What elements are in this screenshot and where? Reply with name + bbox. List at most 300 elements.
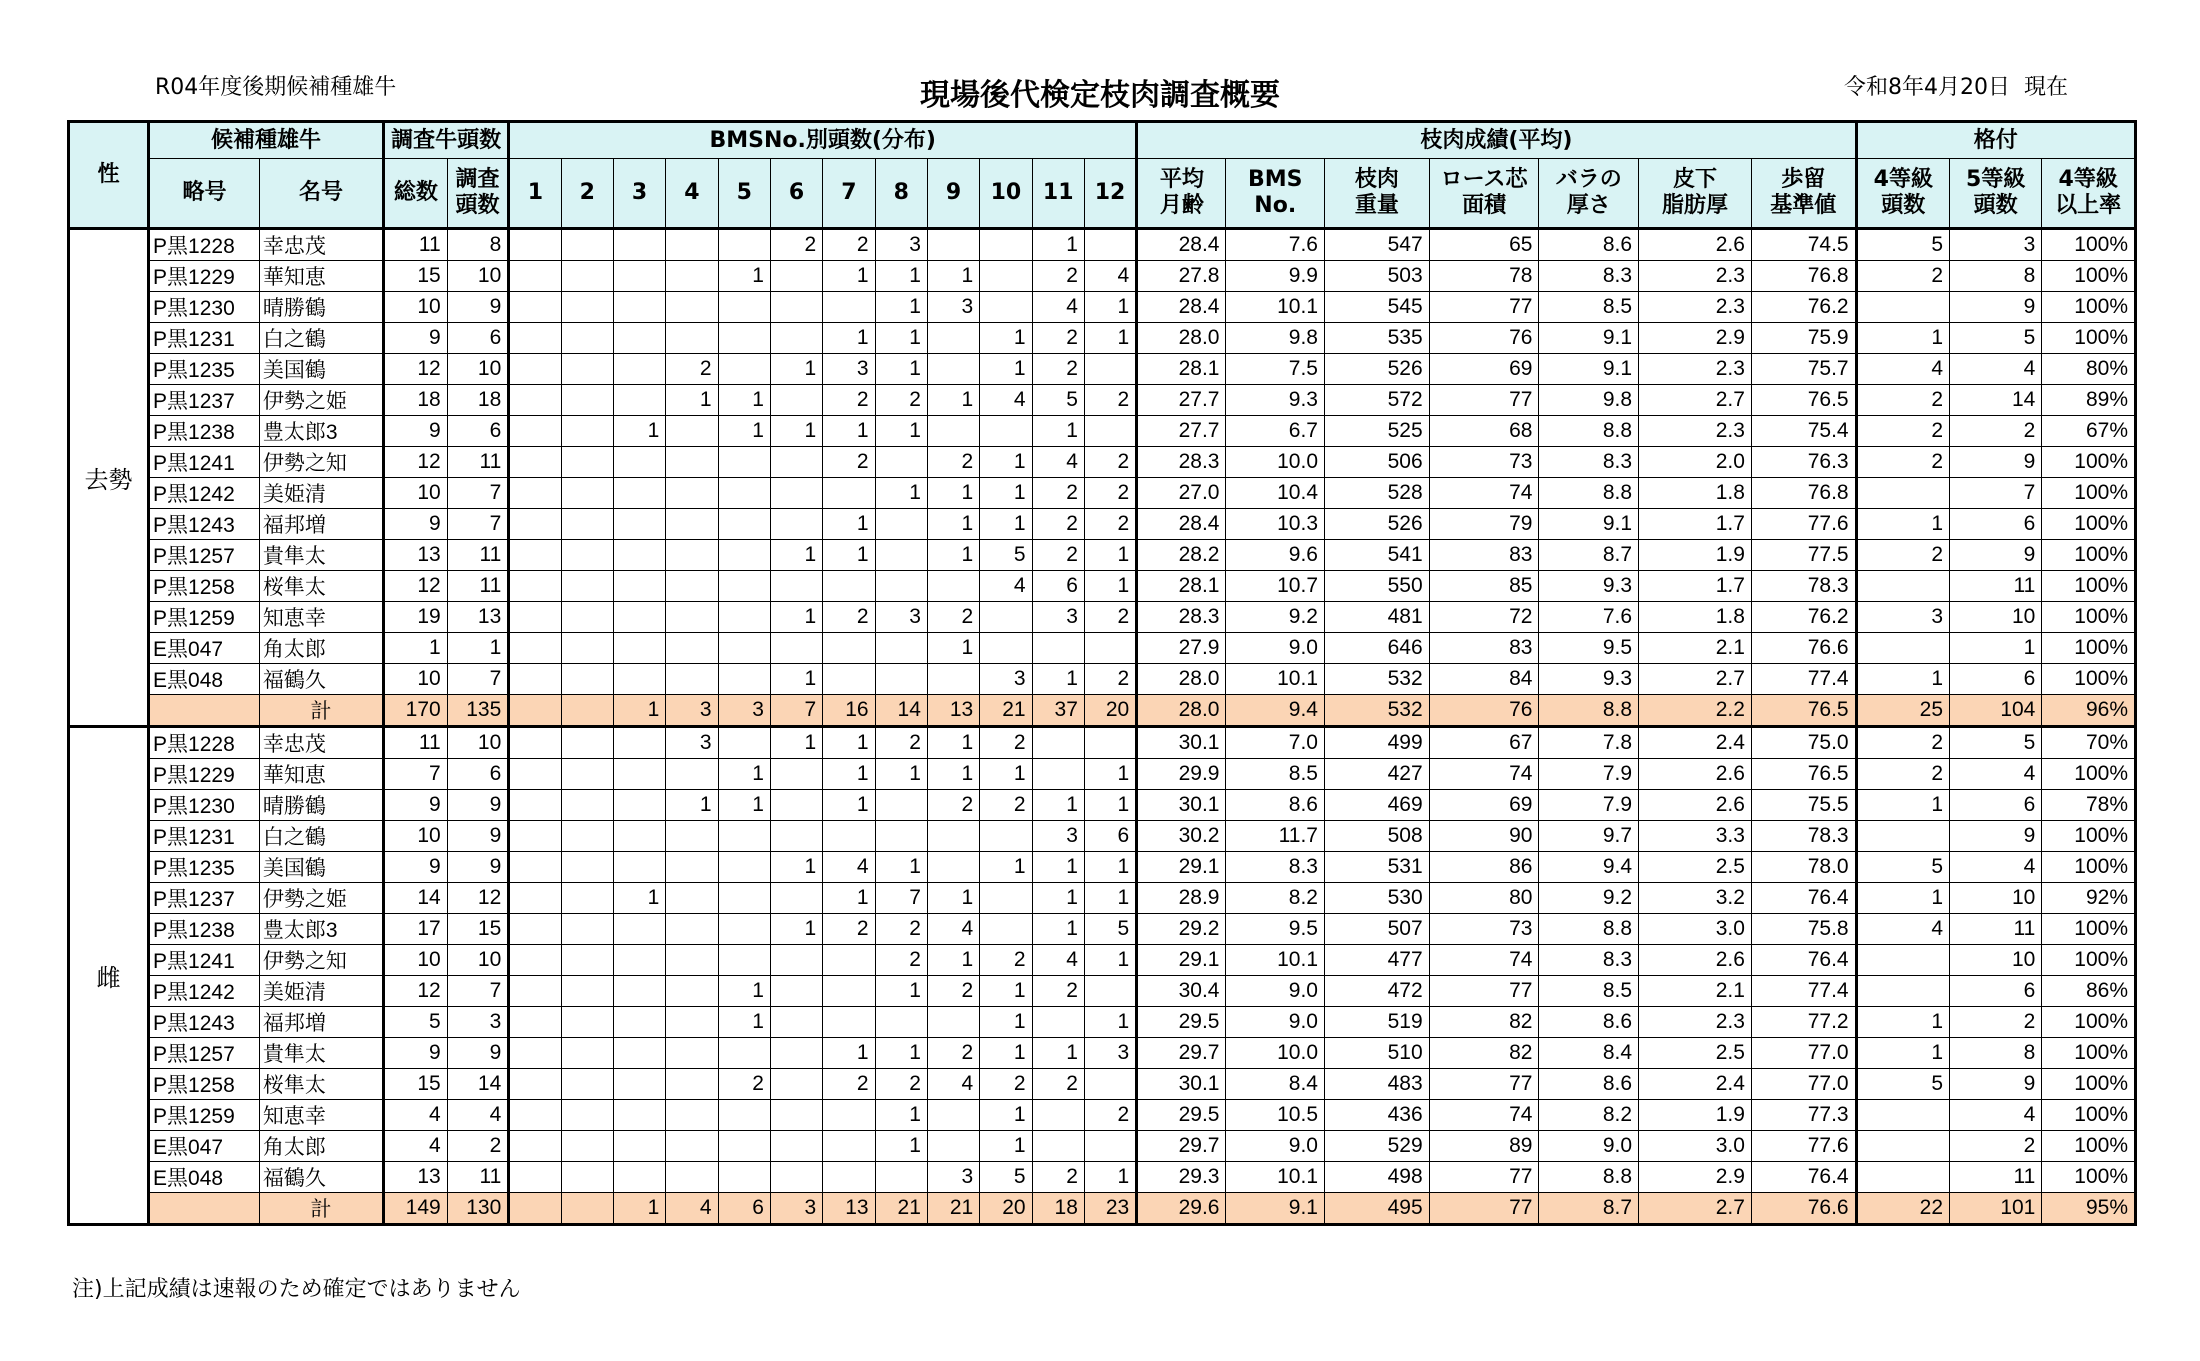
total-row xyxy=(69,1193,2136,1225)
cell: 2 xyxy=(666,354,718,385)
cell: 76 xyxy=(1429,695,1539,727)
cell xyxy=(1032,1100,1084,1131)
cell: 18 xyxy=(447,385,509,416)
cell xyxy=(718,852,770,883)
cell xyxy=(666,292,718,323)
cell: 10.5 xyxy=(1226,1100,1325,1131)
cell xyxy=(1084,727,1136,759)
cell: 96% xyxy=(2042,695,2136,727)
cell: 135 xyxy=(447,695,509,727)
cell xyxy=(149,1193,260,1225)
cell: 2.4 xyxy=(1639,1069,1752,1100)
table-row xyxy=(69,727,2136,759)
cell: 472 xyxy=(1325,976,1430,1007)
cell: 13 xyxy=(823,1193,875,1225)
cell: 100% xyxy=(2042,292,2136,323)
col-bms-12: 12 xyxy=(1084,159,1136,229)
cell: 9.0 xyxy=(1539,1131,1639,1162)
date-value: 令和8年4月20日 xyxy=(1843,75,2010,100)
cell xyxy=(509,1007,561,1038)
cell: 3 xyxy=(1950,229,2042,261)
cell: 9.3 xyxy=(1539,571,1639,602)
cell xyxy=(718,1131,770,1162)
cell: 9 xyxy=(384,790,448,821)
cell: 10 xyxy=(1950,602,2042,633)
cell: 28.3 xyxy=(1137,447,1226,478)
col-carcass-2: 枝肉 重量 xyxy=(1325,159,1430,229)
cell: 美国鶴 xyxy=(259,852,383,883)
cell: 3 xyxy=(1084,1038,1136,1069)
cell xyxy=(666,945,718,976)
cell: 101 xyxy=(1950,1193,2042,1225)
cell: 507 xyxy=(1325,914,1430,945)
cell: 8.8 xyxy=(1539,1162,1639,1193)
cell xyxy=(980,821,1032,852)
cell xyxy=(561,261,613,292)
table-row xyxy=(69,1007,2136,1038)
cell: 28.0 xyxy=(1137,323,1226,354)
cell: 福邦増 xyxy=(259,509,383,540)
carcass-summary-table xyxy=(67,120,2137,1226)
cell xyxy=(1032,1131,1084,1162)
cell xyxy=(561,478,613,509)
cell: 11 xyxy=(1950,914,2042,945)
cell xyxy=(718,1100,770,1131)
cell xyxy=(823,633,875,664)
cell: 8.3 xyxy=(1539,261,1639,292)
cell: 9.3 xyxy=(1226,385,1325,416)
cell xyxy=(666,229,718,261)
cell: P黒1243 xyxy=(149,1007,260,1038)
cell: 2 xyxy=(823,385,875,416)
table-row xyxy=(69,447,2136,478)
cell: 100% xyxy=(2042,571,2136,602)
cell xyxy=(823,571,875,602)
cell xyxy=(666,821,718,852)
cell: 436 xyxy=(1325,1100,1430,1131)
cell xyxy=(980,633,1032,664)
cell: 8.2 xyxy=(1226,883,1325,914)
cell: 8.7 xyxy=(1539,540,1639,571)
cell xyxy=(927,229,979,261)
cell: 2 xyxy=(1032,354,1084,385)
cell: 1 xyxy=(875,1100,927,1131)
cell xyxy=(1084,1131,1136,1162)
cell: 14 xyxy=(1950,385,2042,416)
cell: 10 xyxy=(1950,883,2042,914)
cell xyxy=(613,633,665,664)
cell: 7.0 xyxy=(1226,727,1325,759)
cell: 1 xyxy=(875,261,927,292)
cell: 角太郎 xyxy=(259,1131,383,1162)
cell: P黒1258 xyxy=(149,571,260,602)
cell xyxy=(875,571,927,602)
cell: 519 xyxy=(1325,1007,1430,1038)
cell xyxy=(980,883,1032,914)
cell xyxy=(1084,1069,1136,1100)
cell: 2.5 xyxy=(1639,1038,1752,1069)
cell: 10 xyxy=(1950,945,2042,976)
cell xyxy=(770,571,822,602)
cell xyxy=(718,1162,770,1193)
cell: 10 xyxy=(447,354,509,385)
cell xyxy=(666,478,718,509)
cell: 1 xyxy=(980,852,1032,883)
cell xyxy=(509,323,561,354)
cell: 29.2 xyxy=(1137,914,1226,945)
cell: 67% xyxy=(2042,416,2136,447)
cell: 2 xyxy=(1084,509,1136,540)
cell: 3 xyxy=(666,695,718,727)
cell: 9 xyxy=(384,1038,448,1069)
cell: P黒1257 xyxy=(149,540,260,571)
cell: 1 xyxy=(1084,883,1136,914)
cell: 11.7 xyxy=(1226,821,1325,852)
cell xyxy=(666,1131,718,1162)
cell: 18 xyxy=(384,385,448,416)
cell: 美国鶴 xyxy=(259,354,383,385)
cell xyxy=(561,852,613,883)
cell: 1 xyxy=(770,852,822,883)
col-bms-2: 2 xyxy=(561,159,613,229)
cell: 7 xyxy=(384,759,448,790)
cell: 計 xyxy=(259,1193,383,1225)
col-carcass-4: バラの 厚さ xyxy=(1539,159,1639,229)
cell: P黒1235 xyxy=(149,852,260,883)
cell: P黒1237 xyxy=(149,883,260,914)
cell: 100% xyxy=(2042,478,2136,509)
cell: 508 xyxy=(1325,821,1430,852)
cell: 78.3 xyxy=(1751,571,1856,602)
col-carcass-5: 皮下 脂肪厚 xyxy=(1639,159,1752,229)
cell: 1 xyxy=(980,976,1032,1007)
cell: 3 xyxy=(875,229,927,261)
cell xyxy=(718,229,770,261)
cell: 2 xyxy=(1084,385,1136,416)
cell: 100% xyxy=(2042,323,2136,354)
cell xyxy=(666,1069,718,1100)
cell: 37 xyxy=(1032,695,1084,727)
cell: 4 xyxy=(384,1131,448,1162)
cell: 9 xyxy=(447,1038,509,1069)
cell: 7.5 xyxy=(1226,354,1325,385)
cell: 美姫清 xyxy=(259,478,383,509)
cell: P黒1237 xyxy=(149,385,260,416)
cell: 95% xyxy=(2042,1193,2136,1225)
cell: 77.4 xyxy=(1751,664,1856,695)
cell: 28.3 xyxy=(1137,602,1226,633)
cell: 1 xyxy=(1032,883,1084,914)
cell: 5 xyxy=(980,540,1032,571)
cell xyxy=(770,945,822,976)
cell xyxy=(718,945,770,976)
cell: 9.2 xyxy=(1539,883,1639,914)
cell: 8.4 xyxy=(1226,1069,1325,1100)
cell xyxy=(561,602,613,633)
cell: 1 xyxy=(980,759,1032,790)
cell: 100% xyxy=(2042,945,2136,976)
date-suffix: 現在 xyxy=(2023,75,2068,100)
cell: 3 xyxy=(927,1162,979,1193)
cell: 2 xyxy=(1032,1162,1084,1193)
sex-group-label: 雌 xyxy=(69,727,149,1225)
cell: 1.7 xyxy=(1639,571,1752,602)
cell: 1 xyxy=(980,1131,1032,1162)
cell xyxy=(666,416,718,447)
cell: 6 xyxy=(447,759,509,790)
cell: 5 xyxy=(1856,229,1949,261)
cell: 1 xyxy=(980,447,1032,478)
cell: 76.5 xyxy=(1751,759,1856,790)
cell xyxy=(875,633,927,664)
cell: 29.9 xyxy=(1137,759,1226,790)
cell: 8.3 xyxy=(1539,447,1639,478)
cell xyxy=(613,790,665,821)
cell xyxy=(875,790,927,821)
cell: 12 xyxy=(384,354,448,385)
cell: 30.1 xyxy=(1137,1069,1226,1100)
cell: 1.8 xyxy=(1639,602,1752,633)
cell: 7 xyxy=(447,664,509,695)
cell: 2 xyxy=(875,1069,927,1100)
cell: 75.0 xyxy=(1751,727,1856,759)
cell: 9.0 xyxy=(1226,1131,1325,1162)
cell: 14 xyxy=(875,695,927,727)
cell xyxy=(770,1007,822,1038)
cell: 2.0 xyxy=(1639,447,1752,478)
cell: 541 xyxy=(1325,540,1430,571)
cell: 528 xyxy=(1325,478,1430,509)
cell xyxy=(1856,571,1949,602)
cell: 100% xyxy=(2042,1007,2136,1038)
cell xyxy=(666,633,718,664)
cell xyxy=(613,976,665,1007)
cell: 77 xyxy=(1429,1162,1539,1193)
cell: 4 xyxy=(1950,852,2042,883)
col-bms-9: 9 xyxy=(927,159,979,229)
cell: 25 xyxy=(1856,695,1949,727)
cell xyxy=(613,1131,665,1162)
cell: 10 xyxy=(384,292,448,323)
cell xyxy=(509,633,561,664)
cell: P黒1235 xyxy=(149,354,260,385)
col-carcass-1: BMS No. xyxy=(1226,159,1325,229)
cell xyxy=(770,323,822,354)
cell: 1 xyxy=(1032,914,1084,945)
cell: 130 xyxy=(447,1193,509,1225)
cell: 27.7 xyxy=(1137,385,1226,416)
cell xyxy=(823,664,875,695)
cell: 100% xyxy=(2042,229,2136,261)
cell: 福鶴久 xyxy=(259,1162,383,1193)
cell xyxy=(613,385,665,416)
cell: 74.5 xyxy=(1751,229,1856,261)
cell xyxy=(666,1007,718,1038)
cell: 27.9 xyxy=(1137,633,1226,664)
cell: 550 xyxy=(1325,571,1430,602)
cell: 8.8 xyxy=(1539,478,1639,509)
table-row xyxy=(69,976,2136,1007)
cell xyxy=(561,323,613,354)
col-surveyed: 調査 頭数 xyxy=(447,159,509,229)
cell xyxy=(980,416,1032,447)
cell: 4 xyxy=(1856,914,1949,945)
cell: 12 xyxy=(384,571,448,602)
cell: 9.8 xyxy=(1226,323,1325,354)
table-body xyxy=(69,229,2136,1225)
cell: 21 xyxy=(927,1193,979,1225)
cell: 1 xyxy=(1950,633,2042,664)
cell: 7.6 xyxy=(1539,602,1639,633)
col-total: 総数 xyxy=(384,159,448,229)
cell: 1 xyxy=(980,1100,1032,1131)
cell: 2.1 xyxy=(1639,976,1752,1007)
cell: 1 xyxy=(823,323,875,354)
col-bms-4: 4 xyxy=(666,159,718,229)
table-row xyxy=(69,416,2136,447)
cell xyxy=(509,509,561,540)
cell: 4 xyxy=(666,1193,718,1225)
cell xyxy=(561,976,613,1007)
cell xyxy=(1856,292,1949,323)
cell: 6 xyxy=(1032,571,1084,602)
cell: 4 xyxy=(1950,354,2042,385)
cell: 11 xyxy=(384,229,448,261)
cell xyxy=(613,664,665,695)
cell xyxy=(509,790,561,821)
cell xyxy=(509,852,561,883)
cell xyxy=(509,447,561,478)
cell xyxy=(823,1007,875,1038)
cell xyxy=(927,354,979,385)
cell: 76 xyxy=(1429,323,1539,354)
cell: 28.0 xyxy=(1137,664,1226,695)
cell: 498 xyxy=(1325,1162,1430,1193)
cell xyxy=(613,1038,665,1069)
cell: 2 xyxy=(1032,478,1084,509)
cell xyxy=(561,727,613,759)
cell: 1 xyxy=(1856,790,1949,821)
cell: P黒1257 xyxy=(149,1038,260,1069)
cell: 6 xyxy=(1950,664,2042,695)
cell: 1 xyxy=(927,478,979,509)
cell xyxy=(666,664,718,695)
cell xyxy=(561,914,613,945)
cell: 2.6 xyxy=(1639,790,1752,821)
cell: 21 xyxy=(980,695,1032,727)
sex-group-label: 去勢 xyxy=(69,229,149,727)
cell: 27.0 xyxy=(1137,478,1226,509)
cell xyxy=(770,633,822,664)
cell xyxy=(1032,759,1084,790)
cell xyxy=(718,1038,770,1069)
cell: 9.2 xyxy=(1226,602,1325,633)
cell: 12 xyxy=(384,447,448,478)
cell xyxy=(718,478,770,509)
cell: 73 xyxy=(1429,914,1539,945)
cell: 1 xyxy=(718,416,770,447)
cell: 77.2 xyxy=(1751,1007,1856,1038)
cell xyxy=(613,945,665,976)
cell xyxy=(561,509,613,540)
cell: 9.0 xyxy=(1226,976,1325,1007)
cell: 23 xyxy=(1084,1193,1136,1225)
cell: 100% xyxy=(2042,602,2136,633)
cell: 15 xyxy=(447,914,509,945)
cell: 74 xyxy=(1429,1100,1539,1131)
cell: 76.4 xyxy=(1751,945,1856,976)
cell: 3 xyxy=(770,1193,822,1225)
cell xyxy=(875,540,927,571)
cell: 1 xyxy=(1084,1162,1136,1193)
cell: 2 xyxy=(1856,416,1949,447)
col-grade-1: 5等級 頭数 xyxy=(1950,159,2042,229)
cell xyxy=(561,695,613,727)
cell: 2 xyxy=(927,976,979,1007)
cell xyxy=(561,1193,613,1225)
cell: 2.9 xyxy=(1639,323,1752,354)
cell: 22 xyxy=(1856,1193,1949,1225)
cell: 8.3 xyxy=(1226,852,1325,883)
cell xyxy=(718,602,770,633)
cell xyxy=(718,354,770,385)
cell xyxy=(770,447,822,478)
cell: 2 xyxy=(823,602,875,633)
cell: 8.8 xyxy=(1539,695,1639,727)
cell: 532 xyxy=(1325,664,1430,695)
cell: 104 xyxy=(1950,695,2042,727)
cell: 2 xyxy=(823,229,875,261)
cell: 29.5 xyxy=(1137,1100,1226,1131)
cell xyxy=(823,292,875,323)
total-row xyxy=(69,695,2136,727)
cell: 15 xyxy=(384,261,448,292)
cell: 6 xyxy=(447,323,509,354)
cell: 2 xyxy=(1084,1100,1136,1131)
cell: 9 xyxy=(1950,292,2042,323)
cell: 4 xyxy=(927,914,979,945)
cell: 4 xyxy=(1856,354,1949,385)
cell: 2 xyxy=(875,385,927,416)
cell: 529 xyxy=(1325,1131,1430,1162)
cell xyxy=(613,447,665,478)
cell xyxy=(509,914,561,945)
cell: 9.0 xyxy=(1226,1007,1325,1038)
cell: 78% xyxy=(2042,790,2136,821)
cell xyxy=(980,292,1032,323)
cell xyxy=(770,509,822,540)
cell: 29.1 xyxy=(1137,852,1226,883)
cell: 1 xyxy=(823,509,875,540)
cell: 20 xyxy=(1084,695,1136,727)
cell: 1 xyxy=(823,727,875,759)
table-row xyxy=(69,759,2136,790)
cell: 477 xyxy=(1325,945,1430,976)
cell xyxy=(509,416,561,447)
cell: 3 xyxy=(1856,602,1949,633)
cell xyxy=(927,571,979,602)
cell: 1 xyxy=(875,852,927,883)
cell xyxy=(613,478,665,509)
cell: 1 xyxy=(875,416,927,447)
cell: 2.7 xyxy=(1639,385,1752,416)
cell: 2 xyxy=(1950,416,2042,447)
cell: 9.8 xyxy=(1539,385,1639,416)
cell xyxy=(613,1162,665,1193)
cell: 481 xyxy=(1325,602,1430,633)
cell: 5 xyxy=(1950,727,2042,759)
cell: 3.0 xyxy=(1639,914,1752,945)
